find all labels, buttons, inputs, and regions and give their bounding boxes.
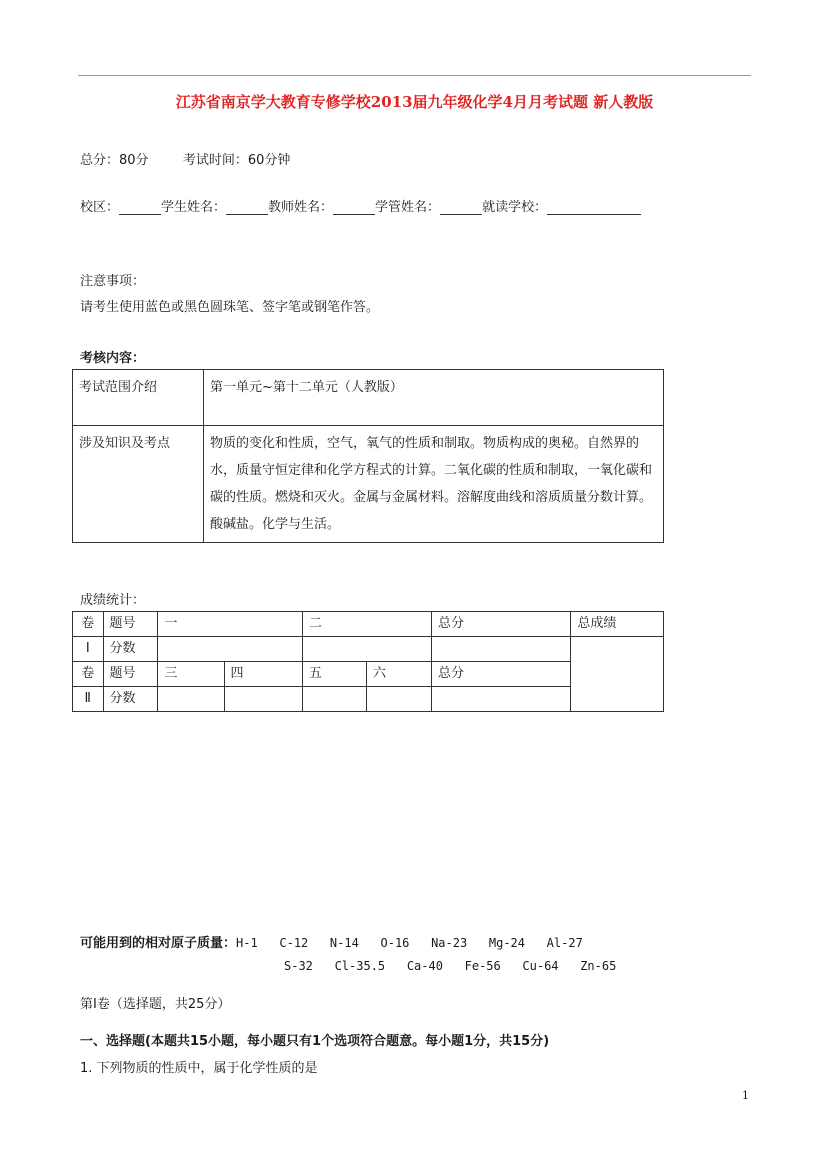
section-four-header: 四 xyxy=(224,662,302,687)
section-four-score[interactable] xyxy=(224,687,302,712)
notice-text: 请考生使用蓝色或黑色圆珠笔、签字笔或钢笔作答。 xyxy=(80,300,380,315)
atomic-mass-line-1 xyxy=(80,932,583,951)
table-row xyxy=(73,612,664,637)
table-row xyxy=(73,637,664,662)
teacher-name-field[interactable] xyxy=(333,201,375,215)
school-label: 就读学校： xyxy=(482,200,548,215)
subtotal-header: 总分 xyxy=(432,662,571,687)
student-name-field[interactable] xyxy=(226,201,268,215)
score-heading: 成绩统计： xyxy=(80,593,146,608)
section-one-score[interactable] xyxy=(158,637,302,662)
question-number-label: 题号 xyxy=(103,612,158,637)
section-three-header: 三 xyxy=(158,662,224,687)
paper2-subtotal[interactable] xyxy=(432,687,571,712)
score-label: 分数 xyxy=(103,637,158,662)
paper2-label-a: 卷 xyxy=(73,662,104,687)
teacher-name-label: 教师姓名： xyxy=(268,200,334,215)
campus-field[interactable] xyxy=(119,201,161,215)
section-one-header: 一 xyxy=(158,612,302,637)
atomic-mass-values-1: H-1 C-12 N-14 O-16 Na-23 Mg-24 Al-27 xyxy=(236,936,583,950)
manager-name-label: 学管姓名： xyxy=(375,200,441,215)
score-table xyxy=(72,611,664,712)
table-row xyxy=(73,426,664,543)
exam-info xyxy=(80,149,290,168)
topics-label: 涉及知识及考点 xyxy=(73,426,204,543)
paper1-subtotal[interactable] xyxy=(432,637,571,662)
score-label: 分数 xyxy=(103,687,158,712)
header-rule xyxy=(78,75,751,76)
section-two-header: 二 xyxy=(302,612,431,637)
question-number-label: 题号 xyxy=(103,662,158,687)
total-score: 总分：80分 xyxy=(80,153,149,168)
student-name-label: 学生姓名： xyxy=(161,200,227,215)
part-one-heading: 第Ⅰ卷（选择题，共25分） xyxy=(80,997,231,1012)
atomic-mass-label: 可能用到的相对原子质量： xyxy=(80,936,237,951)
document-title: 江苏省南京学大教育专修学校2013届九年级化学4月月考试题 新人教版 xyxy=(175,93,654,111)
exam-content-table xyxy=(72,369,664,543)
exam-time: 考试时间：60分钟 xyxy=(182,153,291,168)
student-info-line xyxy=(80,196,641,215)
topics-value: 物质的变化和性质，空气，氧气的性质和制取。物质构成的奥秘。自然界的水，质量守恒定律和化学方程式的计算。二氧化碳的性质和制取，一氧化碳和碳的性质。燃烧和灭火。金属与金属材料。溶解度曲线和溶质质量分数计算。酸碱盐。化学与生活。 xyxy=(204,426,664,543)
section-six-header: 六 xyxy=(366,662,431,687)
range-label: 考试范围介绍 xyxy=(73,370,204,426)
paper2-label-b: Ⅱ xyxy=(73,687,104,712)
atomic-mass-values-2: S-32 Cl-35.5 Ca-40 Fe-56 Cu-64 Zn-65 xyxy=(284,959,617,973)
subtotal-header: 总分 xyxy=(432,612,571,637)
question-1: 1. 下列物质的性质中，属于化学性质的是 xyxy=(80,1061,318,1076)
paper1-label-a: 卷 xyxy=(73,612,104,637)
campus-label: 校区： xyxy=(80,200,120,215)
total-grade-header: 总成绩 xyxy=(571,612,664,637)
manager-name-field[interactable] xyxy=(440,201,482,215)
paper1-label-b: Ⅰ xyxy=(73,637,104,662)
section-one-heading: 一、选择题(本题共15小题，每小题只有1个选项符合题意。每小题1分，共15分) xyxy=(80,1034,550,1049)
section-six-score[interactable] xyxy=(366,687,431,712)
notice-heading: 注意事项： xyxy=(80,274,146,289)
content-heading: 考核内容： xyxy=(80,351,146,366)
section-five-score[interactable] xyxy=(302,687,366,712)
total-grade-cell[interactable] xyxy=(571,637,664,712)
section-two-score[interactable] xyxy=(302,637,431,662)
school-field[interactable] xyxy=(547,201,641,215)
page-number: 1 xyxy=(742,1089,749,1102)
section-three-score[interactable] xyxy=(158,687,224,712)
section-five-header: 五 xyxy=(302,662,366,687)
range-value: 第一单元~第十二单元（人教版） xyxy=(204,370,664,426)
table-row xyxy=(73,370,664,426)
